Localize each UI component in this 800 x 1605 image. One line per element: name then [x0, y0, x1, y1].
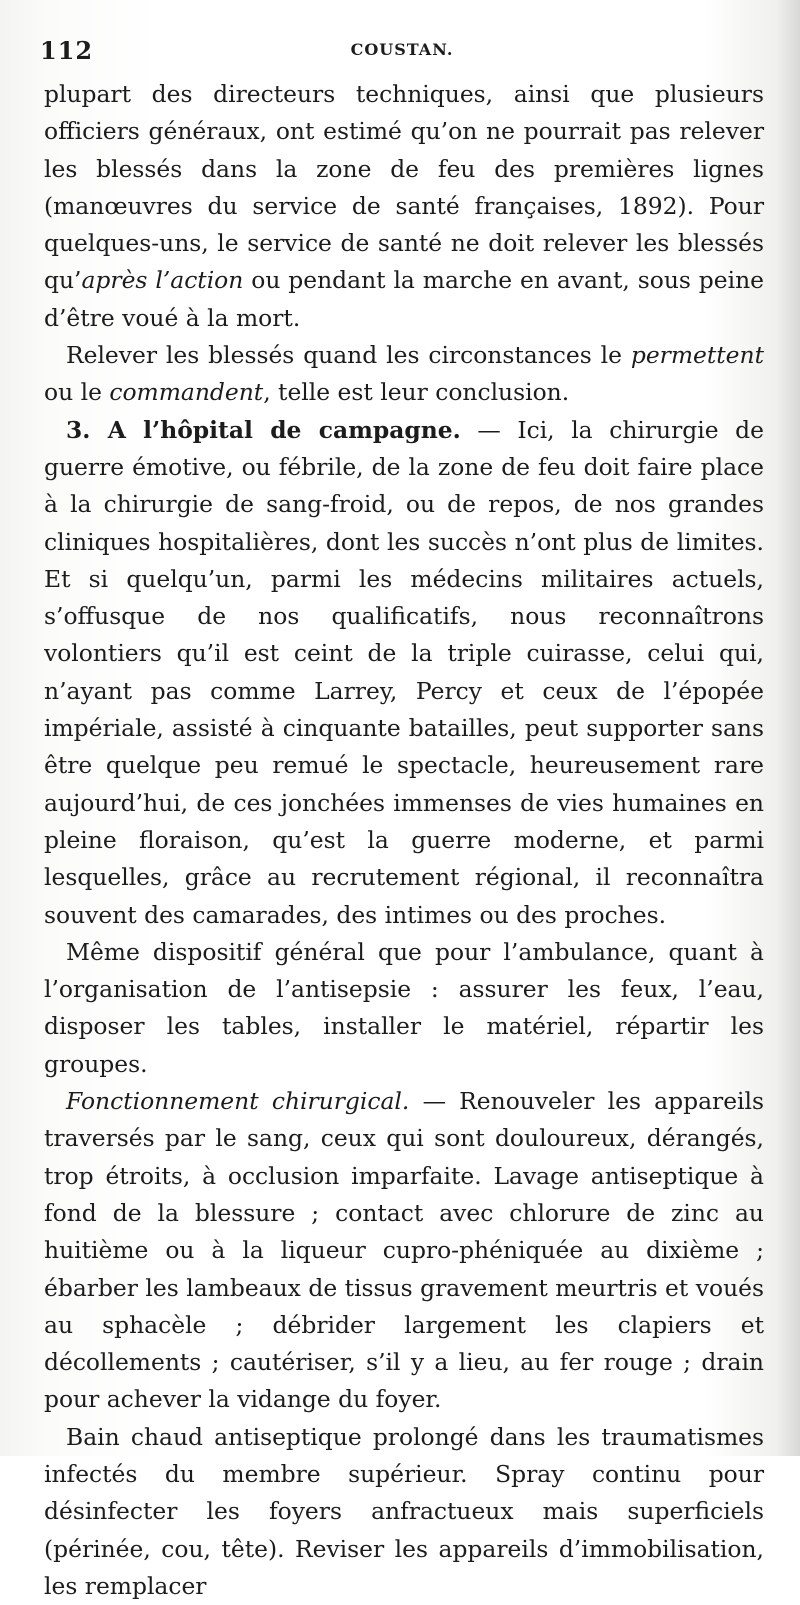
- text-run: ou le: [44, 378, 110, 407]
- running-head: COUSTAN.: [350, 40, 454, 59]
- paragraph: [44, 412, 764, 934]
- italic-run: après l’action: [81, 266, 244, 295]
- text-run: , telle est leur conclusion.: [263, 378, 570, 407]
- italic-run: permettent: [630, 341, 764, 370]
- section-heading: 3. A l’hôpital de campagne.: [66, 415, 461, 444]
- page-header: [40, 36, 764, 70]
- paragraph: [44, 76, 764, 337]
- text-run: — Renouveler les appareils traversés par le sang, ceux qui sont douloureux, dérangés, trop étroits, à occlusion imparfaite. Lavage antiseptique à fond de la blessure ; contact avec chlorure de zinc au huitième ou à la liqueur cupro-phéniquée au dixième ; ébarber les lambeaux de tissus gravement meurtris et voués au sphacèle ; débrider largement les clapiers et décollements ; cautériser, s’il y a lieu, au fer rouge ; drain pour achever la vidange du foyer.: [44, 1087, 765, 1414]
- page-number: 112: [40, 36, 94, 65]
- paragraph: [44, 934, 764, 1083]
- text-run: ou pendant la marche en avant, sous peine d’être voué à la mort.: [44, 266, 764, 332]
- italic-run: Fonctionnement chirurgical.: [66, 1087, 410, 1116]
- text-run: Même dispositif général que pour l’ambulance, quant à l’organisation de l’antisepsie : assurer les feux, l’eau, disposer les tables, installer le matériel, répartir les groupes.: [44, 937, 764, 1078]
- text-run: Bain chaud antiseptique prolongé dans les traumatismes infectés du membre supérieur. Spray continu pour désinfecter les foyers anfractueux mais superficiels (périnée, cou, tête). Reviser les appareils d’immobilisation, les remplacer: [44, 1422, 764, 1600]
- text-run: Relever les blessés quand les circonstances le: [66, 341, 631, 370]
- paragraph: [44, 337, 764, 412]
- paragraph: [44, 1419, 764, 1605]
- italic-run: commandent: [109, 378, 264, 407]
- body-text: [44, 76, 764, 1605]
- paragraph: [44, 1083, 764, 1419]
- text-run: — Ici, la chirurgie de guerre émotive, ou fébrile, de la zone de feu doit faire place à la chirurgie de sang-froid, ou de repos, de nos grandes cliniques hospitalières, dont les succès n’ont plus de limites. Et si quelqu’un, parmi les médecins militaires actuels, s’offusque de nos qualificatifs, nous reconnaîtrons volontiers qu’il est ceint de la triple cuirasse, celui qui, n’ayant pas comme Larrey, Percy et ceux de l’épopée impériale, assisté à cinquante batailles, peut supporter sans être quelque peu remué le spectacle, heureusement rare aujourd’hui, de ces jonchées immenses de vies humaines en pleine floraison, qu’est la guerre moderne, et parmi lesquelles, grâce au recrutement régional, il reconnaîtra souvent des camarades, des intimes ou des proches.: [44, 415, 764, 929]
- text-run: plupart des directeurs techniques, ainsi que plusieurs officiers généraux, ont estimé qu’on ne pourrait pas relever les blessés dans la zone de feu des premières lignes (manœuvres du service de santé françaises, 1892). Pour quelques-uns, le service de santé ne doit relever les blessés qu’: [44, 80, 764, 295]
